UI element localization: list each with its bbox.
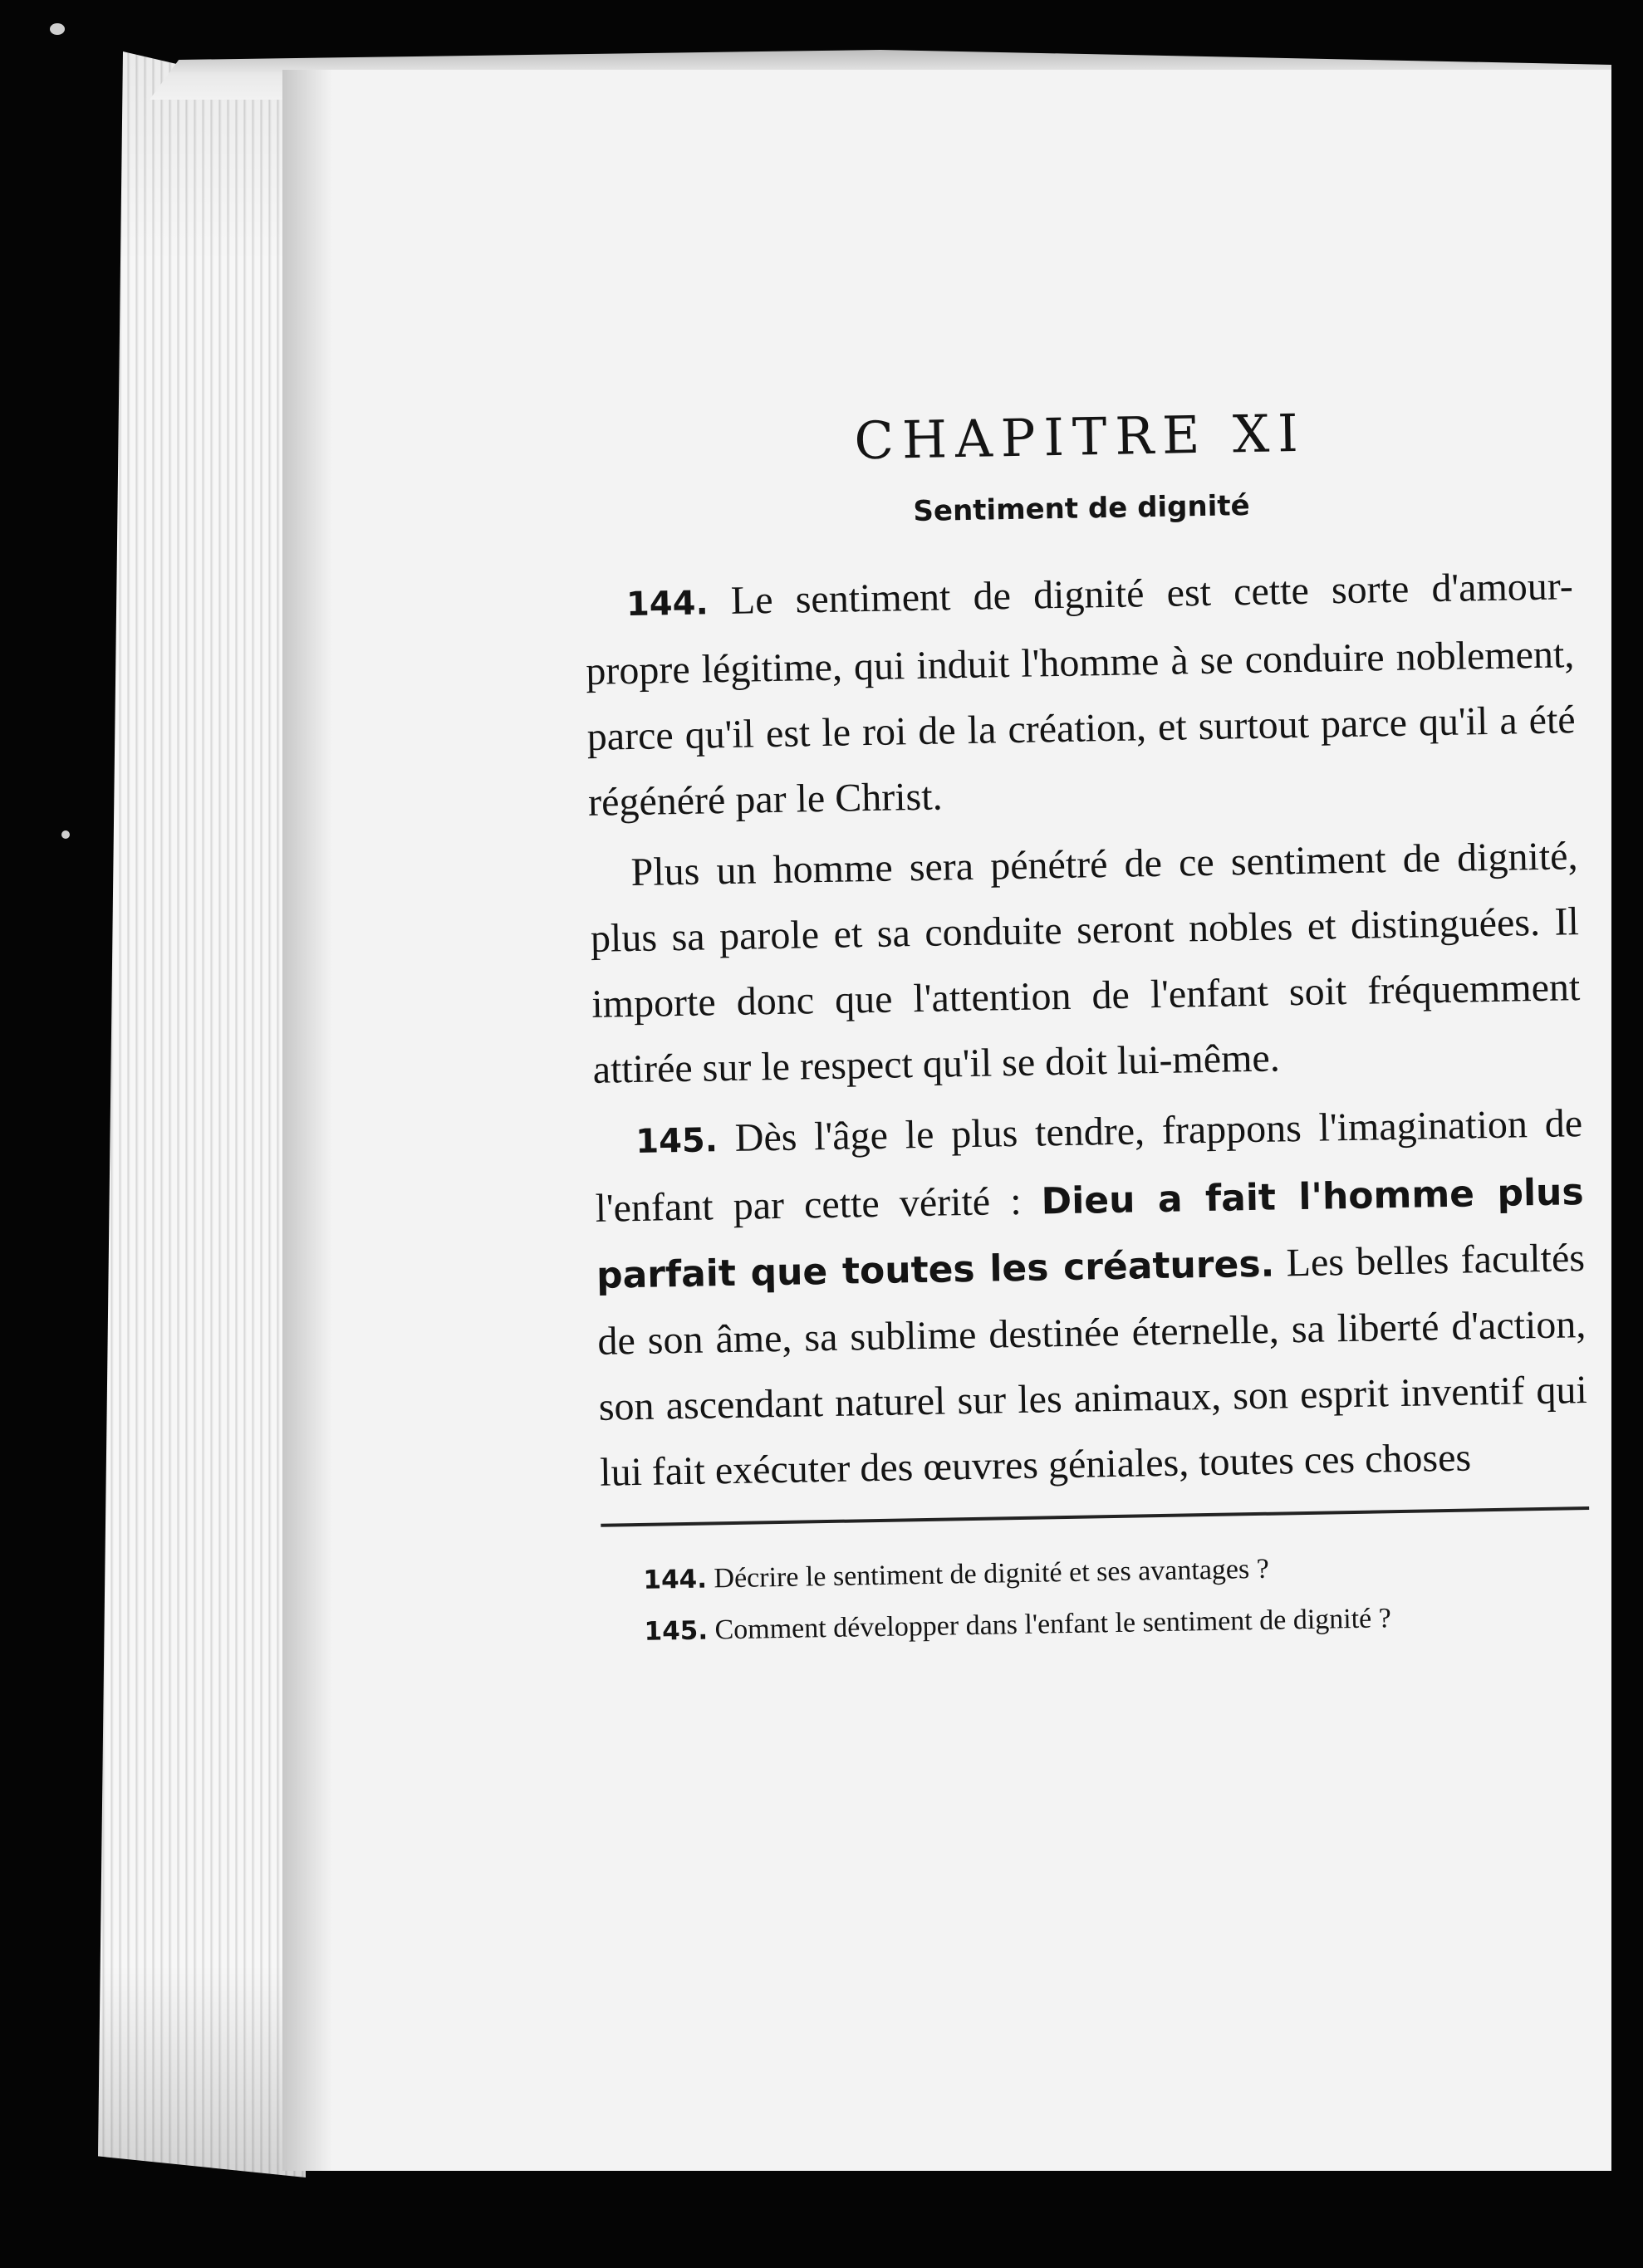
chapter-title: CHAPITRE XI — [853, 402, 1307, 472]
spine-shadow — [282, 70, 332, 2171]
page-edges — [98, 51, 306, 2177]
scan-speck — [50, 23, 65, 35]
question-text: Comment développer dans l'enfant le sentiment de dignité ? — [707, 1603, 1392, 1646]
question-number: 145. — [644, 1615, 709, 1647]
paragraph-text: Les belles facultés de son âme, sa sublime destinée éternelle, sa liberté d'action, son ascendant naturel sur les animaux, son esprit inventif qui lui fait exécuter des œuvres géniales, toutes ces choses — [597, 1236, 1588, 1495]
paragraph-text: Dès l'âge le plus tendre, frappons l'imagination de l'enfant par cette vérité : — [595, 1101, 1583, 1231]
paragraph-144 — [584, 553, 1577, 835]
paragraph-145 — [594, 1090, 1589, 1506]
paragraph-number: 144. — [625, 584, 709, 625]
paragraph-text: Le sentiment de dignité est cette sorte d'amour-propre légitime, qui induit l'homme à se conduire noblement, parce qu'il est le roi de la création, et surtout parce qu'il a été régénéré par le Christ. — [585, 564, 1577, 825]
page-content — [581, 398, 1600, 1658]
paragraph-144-continued — [589, 823, 1582, 1103]
scan-speck — [61, 830, 70, 839]
paragraph-number: 145. — [635, 1121, 719, 1161]
emphasized-text: Dieu a fait l'homme plus parfait que toutes les créatures. — [596, 1171, 1584, 1297]
question-number: 144. — [643, 1564, 708, 1595]
question-text: Décrire le sentiment de dignité et ses avantages ? — [706, 1553, 1270, 1594]
chapter-subtitle: Sentiment de dignité — [913, 488, 1250, 529]
footnote-divider — [601, 1506, 1589, 1527]
paragraph-text: Plus un homme sera pénétré de ce sentiment de dignité, plus sa parole et sa conduite seront nobles et distinguées. Il importe donc que l'attention de l'enfant soit fréquemment attirée sur le respect qu'il se doit lui-même. — [590, 834, 1581, 1092]
